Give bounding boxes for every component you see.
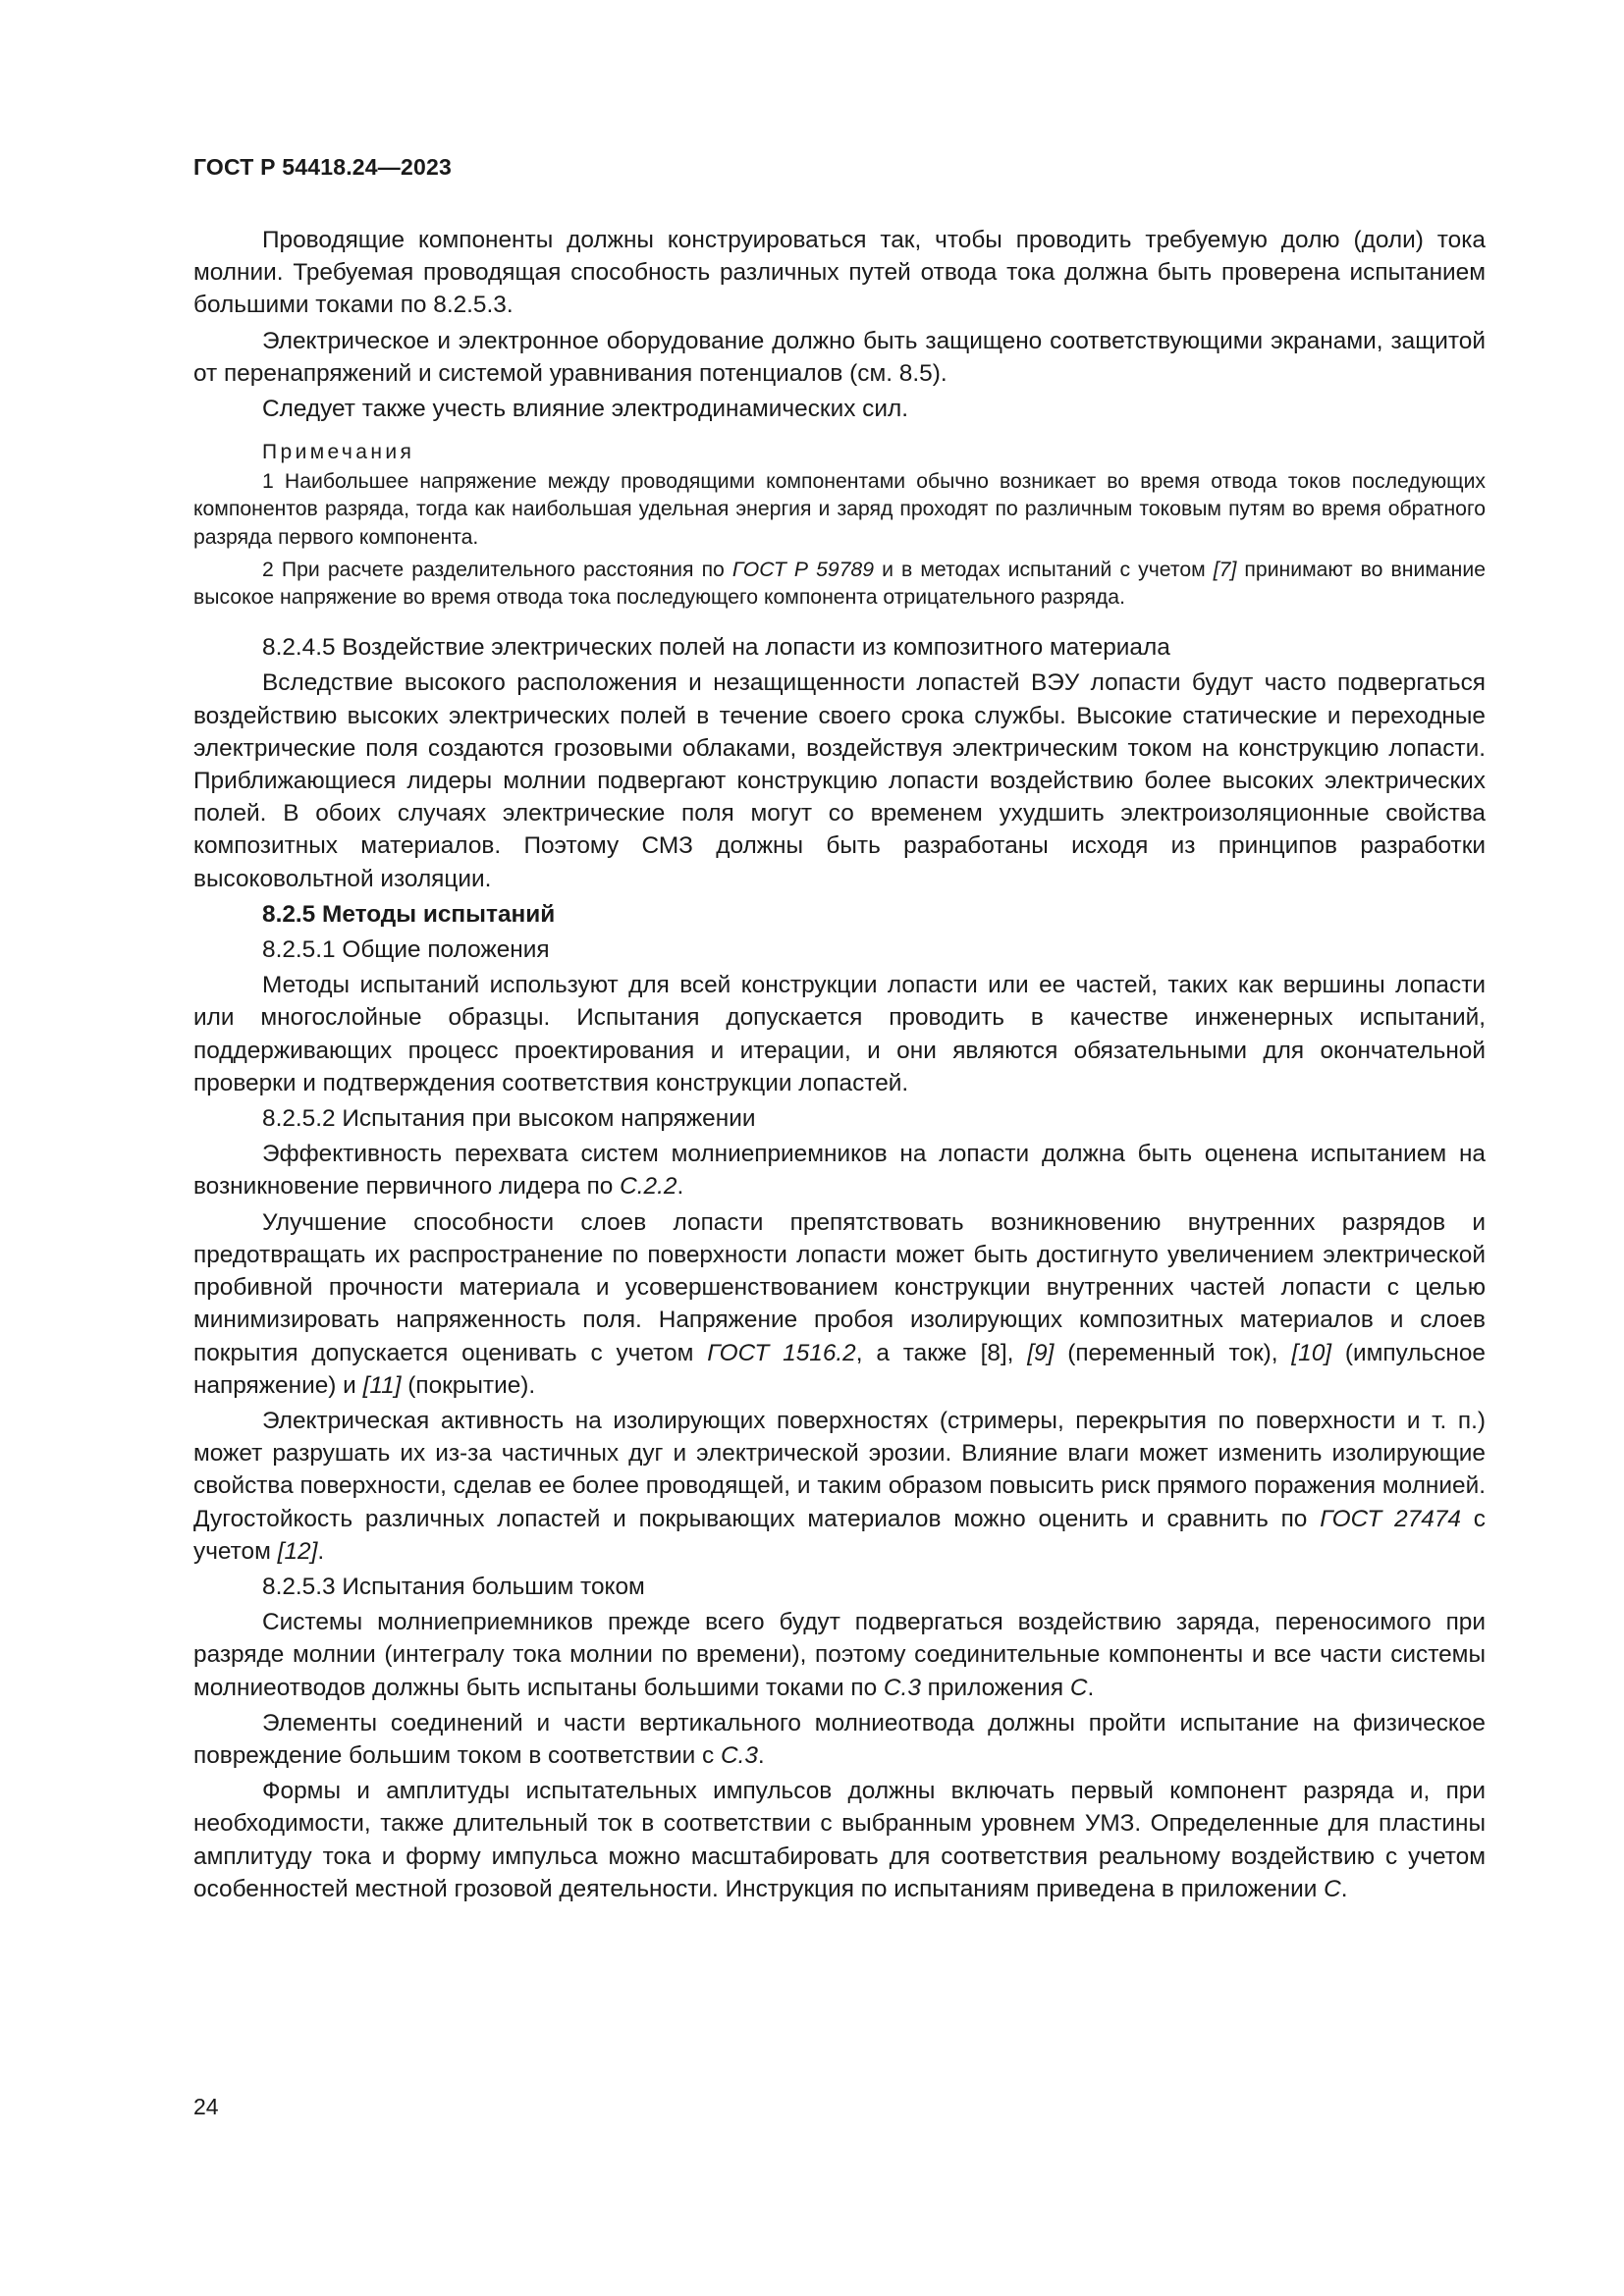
document-body — [193, 224, 1486, 1908]
section-8-2-5-3-heading: 8.2.5.3 Испытания большим током — [262, 1573, 645, 1600]
text-span: Улучшение способности слоев лопасти препятствовать возникновению внутренних разрядов и предотвращать их распространение по поверхности лопасти может быть достигнуто увеличением электрической пробивной прочности материала и усовершенствованием конструкции внутренних частей лопасти с целью минимизировать напряженность поля. Напряжение пробоя изолирующих композитных материалов и слоев покрытия допускается оценивать с учетом — [193, 1208, 1486, 1366]
text-span: . — [317, 1537, 325, 1565]
note-2-text-c: принимают во внимание высокое напряжение во время отвода тока последующего компонента отрицательного разряда. — [193, 558, 1486, 610]
section-8-2-5-3-paragraph-3 — [193, 1775, 1486, 1905]
text-span: (переменный ток), — [1054, 1339, 1292, 1366]
section-8-2-5-3-paragraph-2 — [193, 1707, 1486, 1772]
paragraph-electrodynamic-forces: Следует также учесть влияние электродинамических сил. — [262, 396, 908, 423]
ref-annex-c: С — [1324, 1875, 1341, 1902]
ref-c-2-2: С.2.2 — [620, 1173, 677, 1201]
text-span: Формы и амплитуды испытательных импульсов должны включать первый компонент разряда и, при необходимости, также длительный ток в соответствии с выбранным уровнем УМЗ. Определенные для пластины амплитуду тока и форму импульса можно масштабировать для соответствия реальному воздействию с учетом особенностей местной грозовой деятельности. Инструкция по испытаниям приведена в приложении — [193, 1778, 1486, 1902]
section-8-2-5-heading: 8.2.5 Методы испытаний — [262, 900, 556, 928]
ref-11: [11] — [362, 1371, 402, 1399]
note-2 — [193, 557, 1486, 612]
note-2-ref-gost: ГОСТ Р 59789 — [731, 558, 874, 581]
text-span: (покрытие). — [401, 1371, 536, 1399]
ref-gost-1516-2: ГОСТ 1516.2 — [707, 1339, 856, 1366]
note-2-ref-7: [7] — [1213, 558, 1237, 581]
text-span: Электрическая активность на изолирующих поверхностях (стримеры, перекрытия по поверхности и т. п.) может разрушать их из-за частичных дуг и электрической эрозии. Влияние влаги может изменить изолирующие свойства поверхности, сделав ее более проводящей, и таким образом повысить риск прямого поражения молнией. Дугостойкость различных лопастей и покрывающих материалов можно оценить и сравнить по — [193, 1407, 1486, 1532]
ref-gost-27474: ГОСТ 27474 — [1320, 1505, 1461, 1532]
document-header: ГОСТ Р 54418.24—2023 — [193, 154, 452, 180]
text-span: с учетом — [193, 1505, 1486, 1565]
note-2-text-b: и в методах испытаний с учетом — [874, 558, 1214, 581]
note-2-text-a: 2 При расчете разделительного расстояния по — [262, 558, 732, 581]
text-span: . — [1340, 1875, 1348, 1902]
text-span: Элементы соединений и части вертикального молниеотвода должны пройти испытание на физическое повреждение большим током в соответствии с — [193, 1709, 1486, 1769]
section-8-2-4-5-heading: 8.2.4.5 Воздействие электрических полей на лопасти из композитного материала — [262, 634, 1170, 662]
section-8-2-4-5-text: Вследствие высокого расположения и незащищенности лопастей ВЭУ лопасти будут часто подвергаться воздействию высоких электрических полей в течение своего срока службы. Высокие статические и переходные электрические поля создаются грозовыми облаками, воздействуя электрическим током на конструкцию лопасти. Приближающиеся лидеры молнии подвергают конструкцию лопасти воздействию более высоких электрических полей. В обоих случаях электрические поля могут со временем ухудшить электроизоляционные свойства композитных материалов. Поэтому СМЗ должны быть разработаны исходя из принципов разработки высоковольтной изоляции. — [193, 669, 1486, 892]
paragraph-equipment-protection: Электрическое и электронное оборудование должно быть защищено соответствующими экранами, защитой от перенапряжений и системой уравнивания потенциалов (см. 8.5). — [193, 327, 1486, 387]
text-span: (импульсное напряжение) и — [193, 1339, 1486, 1399]
ref-9: [9] — [1027, 1339, 1055, 1366]
section-8-2-5-1-text: Методы испытаний используют для всей конструкции лопасти или ее частей, таких как вершины лопасти или многослойные образцы. Испытания допускается проводить в качестве инженерных испытаний, поддерживающих процесс проектирования и итерации, и они являются обязательными для окончательной проверки и подтверждения соответствия конструкции лопастей. — [193, 972, 1486, 1096]
notes-title: Примечания — [262, 441, 415, 464]
ref-c-3: С.3 — [720, 1741, 758, 1769]
section-8-2-5-3-paragraph-1 — [193, 1606, 1486, 1704]
text-span: Системы молниеприемников прежде всего будут подвергаться воздействию заряда, переносимого при разряде молнии (интегралу тока молнии по времени), поэтому соединительные компоненты и все части системы молниеотводов должны быть испытаны большими токами по — [193, 1609, 1486, 1701]
ref-12: [12] — [277, 1537, 318, 1565]
note-1: 1 Наибольшее напряжение между проводящими компонентами обычно возникает во время отвода токов последующих компонентов разряда, тогда как наибольшая удельная энергия и заряд проходят по различным токовым путям во время обратного разряда первого компонента. — [193, 470, 1486, 549]
ref-annex-c: С — [1069, 1674, 1088, 1701]
section-8-2-5-2-heading: 8.2.5.2 Испытания при высоком напряжении — [262, 1105, 756, 1133]
text-span: . — [677, 1173, 684, 1201]
text-span: . — [1087, 1674, 1095, 1701]
text-span: . — [757, 1741, 765, 1769]
text-span: Эффективность перехвата систем молниеприемников на лопасти должна быть оценена испытанием на возникновение первичного лидера по — [193, 1141, 1486, 1201]
text-span: приложения — [920, 1674, 1070, 1701]
paragraph-conductive-components: Проводящие компоненты должны конструироваться так, чтобы проводить требуемую долю (доли) тока молнии. Требуемая проводящая способность различных путей отвода тока должна быть проверена испытанием большими токами по 8.2.5.3. — [193, 227, 1486, 319]
section-8-2-5-1-heading: 8.2.5.1 Общие положения — [262, 936, 550, 964]
section-8-2-5-2-paragraph-1 — [193, 1138, 1486, 1202]
section-8-2-5-2-paragraph-2 — [193, 1206, 1486, 1402]
text-span: , а также [8], — [855, 1339, 1028, 1366]
notes-block — [193, 439, 1486, 612]
ref-c-3: С.3 — [883, 1674, 921, 1701]
ref-10: [10] — [1291, 1339, 1332, 1366]
section-8-2-5-2-paragraph-3 — [193, 1405, 1486, 1568]
page-number: 24 — [193, 2094, 219, 2119]
